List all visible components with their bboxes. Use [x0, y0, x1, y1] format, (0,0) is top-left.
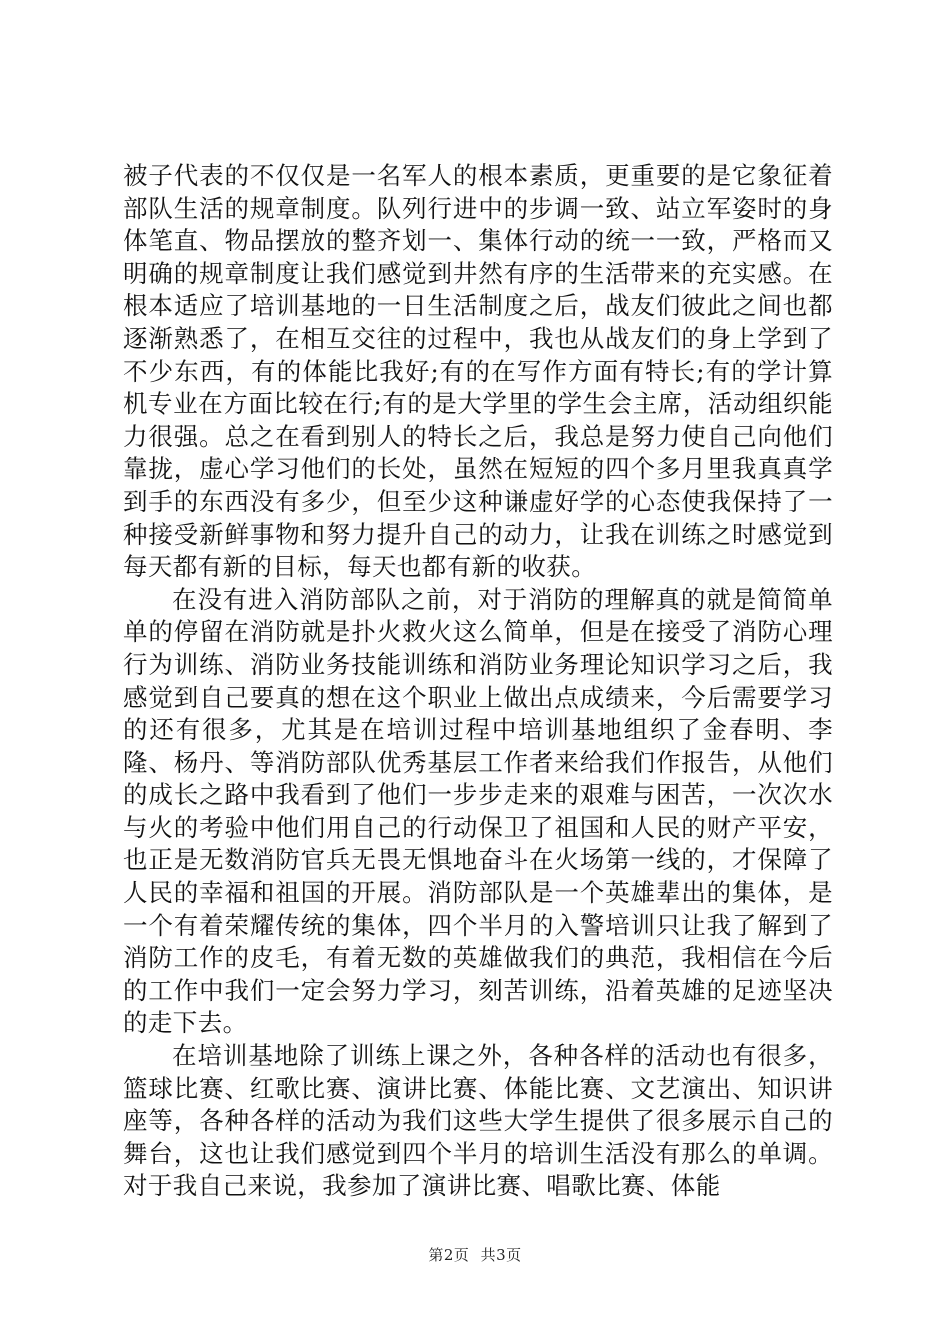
page-footer	[0, 1244, 950, 1265]
paragraph-2: 在没有进入消防部队之前，对于消防的理解真的就是简简单单的停留在消防就是扑火救火这么简单，但是在接受了消防心理行为训练、消防业务技能训练和消防业务理论知识学习之后，我感觉到自己要真的想在这个职业上做出点成绩来，今后需要学习的还有很多，尤其是在培训过程中培训基地组织了金春明、李隆、杨丹、等消防部队优秀基层工作者来给我们作报告，从他们的成长之路中我看到了他们一步步走来的艰难与困苦，一次次水与火的考验中他们用自己的行动保卫了祖国和人民的财产平安，也正是无数消防官兵无畏无惧地奋斗在火场第一线的，才保障了人民的幸福和祖国的开展。消防部队是一个英雄辈出的集体，是一个有着荣耀传统的集体，四个半月的入警培训只让我了解到了消防工作的皮毛，有着无数的英雄做我们的典范，我相信在今后的工作中我们一定会努力学习，刻苦训练，沿着英雄的足迹坚决的走下去。	[123, 584, 833, 1038]
paragraph-3: 在培训基地除了训练上课之外，各种各样的活动也有很多，篮球比赛、红歌比赛、演讲比赛、体能比赛、文艺演出、知识讲座等，各种各样的活动为我们这些大学生提供了很多展示自己的舞台，这也让我们感觉到四个半月的培训生活没有那么的单调。对于我自己来说，我参加了演讲比赛、唱歌比赛、体能	[123, 1041, 833, 1201]
page-total: 共3页	[480, 1246, 522, 1264]
paragraph-1: 被子代表的不仅仅是一名军人的根本素质，更重要的是它象征着部队生活的规章制度。队列行进中的步调一致、站立军姿时的身体笔直、物品摆放的整齐划一、集体行动的统一一致，严格而又明确的规章制度让我们感觉到井然有序的生活带来的充实感。在根本适应了培训基地的一日生活制度之后，战友们彼此之间也都逐渐熟悉了，在相互交往的过程中，我也从战友们的身上学到了不少东西，有的体能比我好;有的在写作方面有特长;有的学计算机专业在方面比较在行;有的是大学里的学生会主席，活动组织能力很强。总之在看到别人的特长之后，我总是努力使自己向他们靠拢，虚心学习他们的长处，虽然在短短的四个多月里我真真学到手的东西没有多少，但至少这种谦虚好学的心态使我保持了一种接受新鲜事物和努力提升自己的动力，让我在训练之时感觉到每天都有新的目标，每天也都有新的收获。	[123, 161, 833, 582]
page-number: 第2页	[428, 1246, 470, 1264]
document-body	[123, 160, 833, 1203]
